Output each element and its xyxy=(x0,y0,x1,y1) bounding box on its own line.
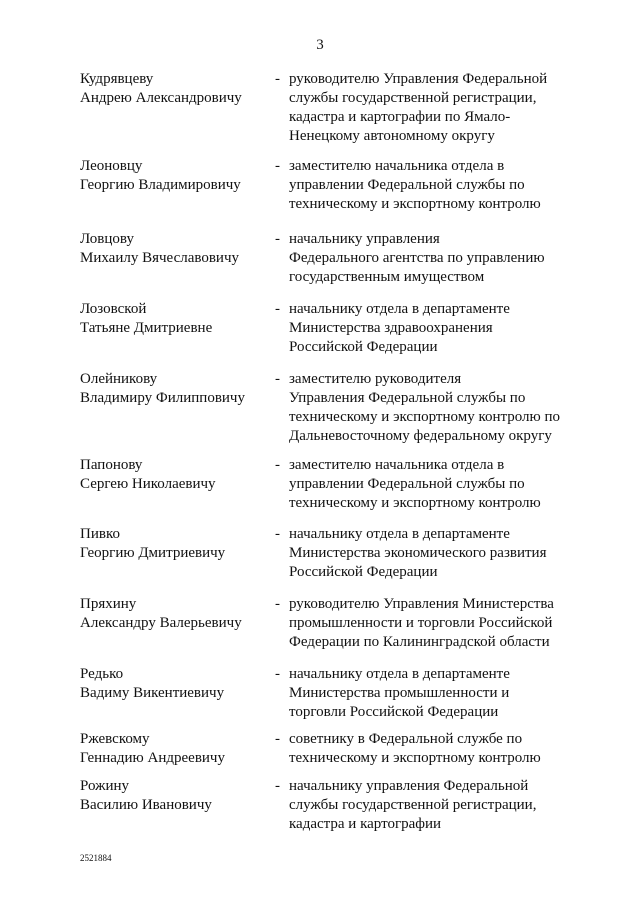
position-line: кадастра и картографии xyxy=(289,816,442,832)
position-line: Российской Федерации xyxy=(289,339,438,355)
position-text xyxy=(289,777,609,834)
person-name xyxy=(80,230,270,268)
position-text xyxy=(289,456,609,513)
person-name xyxy=(80,456,270,494)
position-line: техническому и экспортному контролю xyxy=(289,196,541,212)
given-names: Андрею Александровичу xyxy=(80,90,242,106)
position-line: заместителю начальника отдела в xyxy=(289,457,505,473)
position-line: начальнику управления xyxy=(289,231,440,247)
position-line: техническому и экспортному контролю xyxy=(289,750,541,766)
position-line: торговли Российской Федерации xyxy=(289,704,499,720)
surname: Кудрявцеву xyxy=(80,71,154,87)
position-line: кадастра и картографии по Ямало- xyxy=(289,109,511,125)
position-text xyxy=(289,595,609,652)
position-line: руководителю Управления Министерства xyxy=(289,596,554,612)
position-line: Министерства промышленности и xyxy=(289,685,510,701)
given-names: Михаилу Вячеславовичу xyxy=(80,250,240,266)
position-line: управлении Федеральной службы по xyxy=(289,476,525,492)
position-text xyxy=(289,157,609,214)
position-line: Дальневосточному федеральному округу xyxy=(289,428,552,444)
position-line: службы государственной регистрации, xyxy=(289,797,537,813)
position-line: Управления Федеральной службы по xyxy=(289,390,526,406)
position-line: промышленности и торговли Российской xyxy=(289,615,553,631)
position-text xyxy=(289,230,609,287)
position-text xyxy=(289,730,609,768)
surname: Олейникову xyxy=(80,371,158,387)
surname: Леоновцу xyxy=(80,158,143,174)
dash: - xyxy=(275,778,280,794)
position-line: руководителю Управления Федеральной xyxy=(289,71,548,87)
given-names: Вадиму Викентиевичу xyxy=(80,685,225,701)
person-name xyxy=(80,525,270,563)
position-text xyxy=(289,70,609,146)
position-line: государственным имуществом xyxy=(289,269,485,285)
position-line: начальнику отдела в департаменте xyxy=(289,526,510,542)
position-line: техническому и экспортному контролю xyxy=(289,495,541,511)
given-names: Александру Валерьевичу xyxy=(80,615,242,631)
position-line: Министерства здравоохранения xyxy=(289,320,493,336)
position-line: советнику в Федеральной службе по xyxy=(289,731,523,747)
dash: - xyxy=(275,371,280,387)
position-text xyxy=(289,300,609,357)
dash: - xyxy=(275,158,280,174)
position-line: Федерации по Калининградской области xyxy=(289,634,550,650)
person-name xyxy=(80,157,270,195)
person-name xyxy=(80,300,270,338)
dash: - xyxy=(275,596,280,612)
dash: - xyxy=(275,231,280,247)
position-line: начальнику отдела в департаменте xyxy=(289,301,510,317)
given-names: Георгию Владимировичу xyxy=(80,177,241,193)
person-name xyxy=(80,777,270,815)
given-names: Василию Ивановичу xyxy=(80,797,212,813)
position-line: управлении Федеральной службы по xyxy=(289,177,525,193)
position-line: заместителю руководителя xyxy=(289,371,462,387)
surname: Папонову xyxy=(80,457,143,473)
position-line: службы государственной регистрации, xyxy=(289,90,537,106)
position-text xyxy=(289,370,609,446)
dash: - xyxy=(275,71,280,87)
surname: Рожину xyxy=(80,778,130,794)
person-name xyxy=(80,665,270,703)
dash: - xyxy=(275,526,280,542)
dash: - xyxy=(275,666,280,682)
surname: Ловцову xyxy=(80,231,134,247)
given-names: Владимиру Филипповичу xyxy=(80,390,245,406)
surname: Пряхину xyxy=(80,596,137,612)
surname: Пивко xyxy=(80,526,120,542)
dash: - xyxy=(275,457,280,473)
given-names: Георгию Дмитриевичу xyxy=(80,545,226,561)
dash: - xyxy=(275,731,280,747)
person-name xyxy=(80,370,270,408)
surname: Ржевскому xyxy=(80,731,150,747)
person-name xyxy=(80,70,270,108)
given-names: Геннадию Андреевичу xyxy=(80,750,225,766)
dash: - xyxy=(275,301,280,317)
person-name xyxy=(80,730,270,768)
position-line: Федерального агентства по управлению xyxy=(289,250,545,266)
position-text xyxy=(289,665,609,722)
position-line: Ненецкому автономному округу xyxy=(289,128,495,144)
position-line: Министерства экономического развития xyxy=(289,545,547,561)
position-line: начальнику управления Федеральной xyxy=(289,778,529,794)
position-line: Российской Федерации xyxy=(289,564,438,580)
given-names: Сергею Николаевичу xyxy=(80,476,216,492)
page-number: 3 xyxy=(316,37,324,53)
given-names: Татьяне Дмитриевне xyxy=(80,320,213,336)
position-line: начальнику отдела в департаменте xyxy=(289,666,510,682)
document-code: 2521884 xyxy=(80,853,112,863)
surname: Лозовской xyxy=(80,301,147,317)
surname: Редько xyxy=(80,666,124,682)
position-text xyxy=(289,525,609,582)
position-line: заместителю начальника отдела в xyxy=(289,158,505,174)
person-name xyxy=(80,595,270,633)
position-line: техническому и экспортному контролю по xyxy=(289,409,561,425)
